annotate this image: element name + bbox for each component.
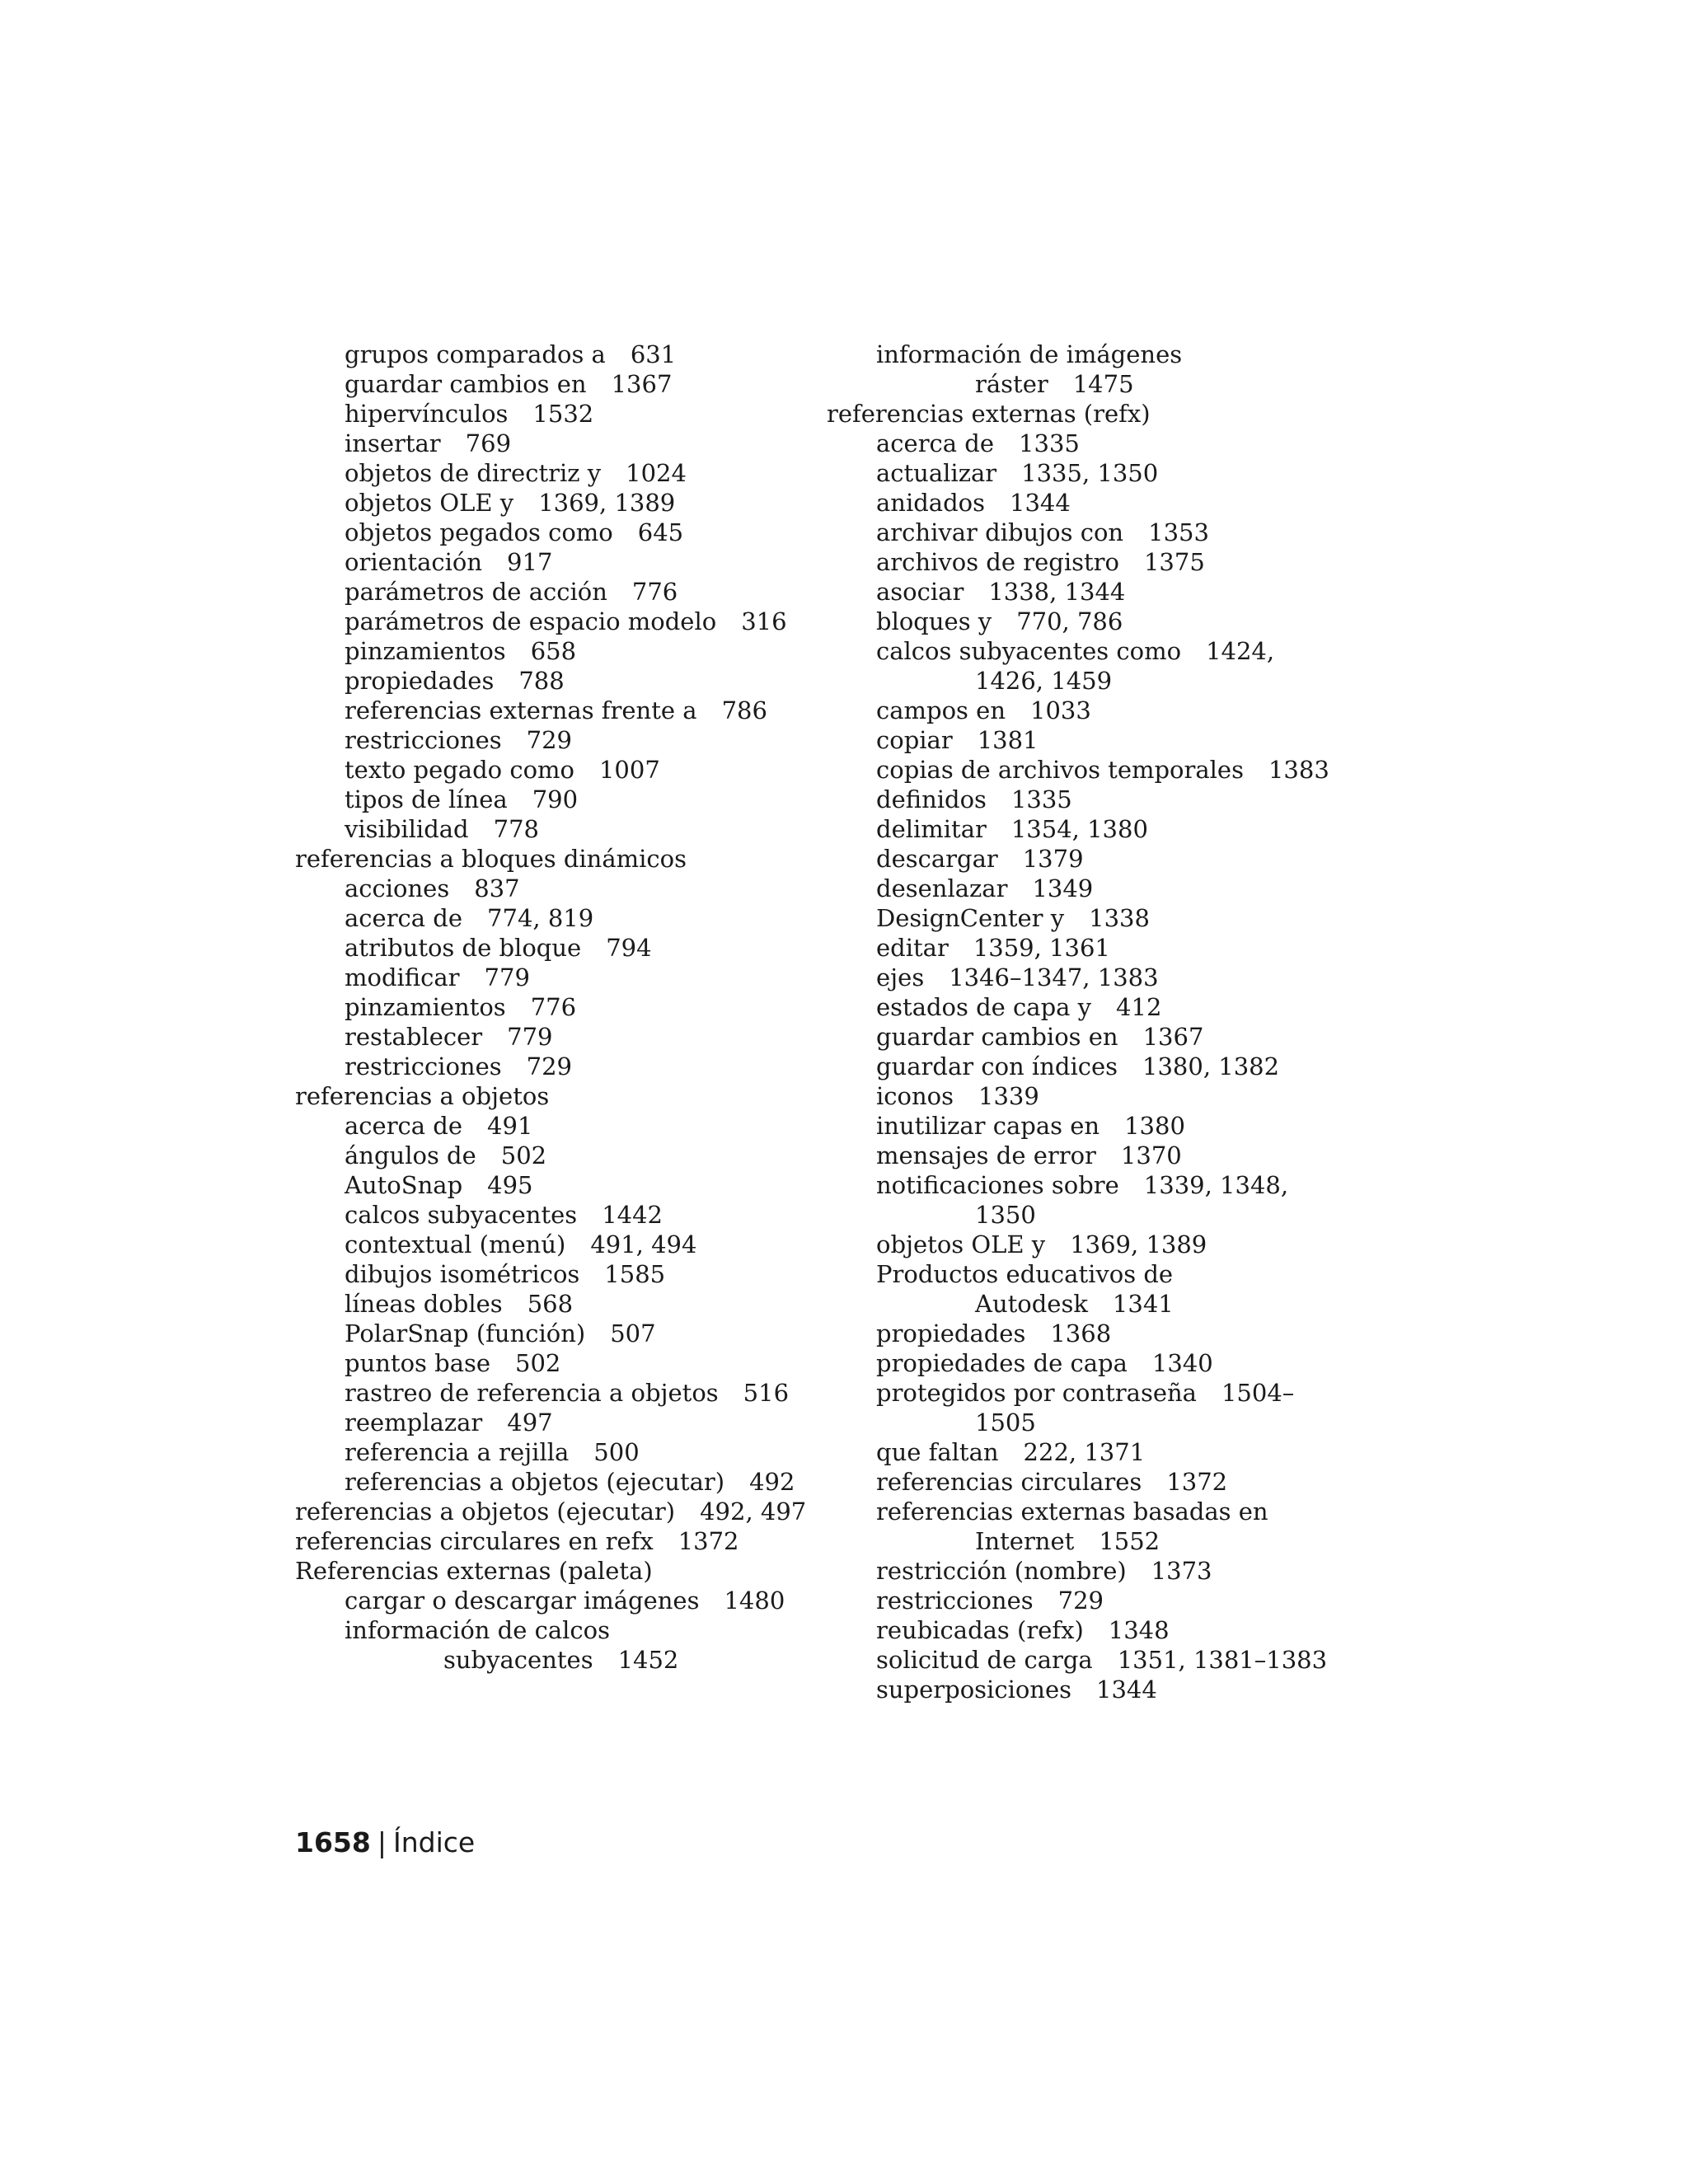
index-term: puntos base — [345, 1349, 491, 1377]
index-entry — [295, 1467, 823, 1497]
index-term: solicitud de carga — [876, 1646, 1093, 1674]
index-term: guardar cambios en — [876, 1023, 1118, 1051]
index-term: referencias externas (refx) — [827, 400, 1151, 428]
index-page-refs: 491, 494 — [590, 1230, 697, 1258]
index-page-refs: 1424, — [1206, 637, 1275, 665]
index-entry — [827, 429, 1354, 458]
index-page-refs: 729 — [526, 1052, 572, 1080]
index-term: asociar — [876, 578, 964, 606]
index-page-refs: 491 — [487, 1112, 533, 1140]
index-page-refs: 729 — [1057, 1586, 1104, 1615]
index-page-refs: 1341 — [1112, 1290, 1174, 1318]
page-footer — [295, 1826, 475, 1859]
index-page-refs: 1335 — [1019, 429, 1080, 457]
index-term: restricciones — [345, 726, 502, 754]
index-term: ráster — [975, 370, 1048, 398]
index-entry — [827, 755, 1354, 785]
index-term: iconos — [876, 1082, 954, 1110]
index-entry — [827, 1615, 1354, 1645]
index-page-refs: 1370 — [1120, 1141, 1182, 1169]
index-page-refs: 1348 — [1108, 1616, 1170, 1644]
index-page-refs: 1442 — [602, 1201, 663, 1229]
index-entry — [827, 1111, 1354, 1141]
index-page-refs: 492 — [749, 1468, 795, 1496]
index-entry — [827, 1497, 1354, 1526]
index-entry — [295, 340, 823, 369]
index-term: restablecer — [345, 1023, 483, 1051]
index-entry — [827, 1200, 1354, 1230]
index-term: insertar — [345, 429, 441, 457]
index-term: copiar — [876, 726, 953, 754]
index-entry — [827, 992, 1354, 1022]
index-entry — [295, 458, 823, 488]
index-entry — [295, 1170, 823, 1200]
index-term: calcos subyacentes — [345, 1201, 578, 1229]
index-page-refs: 631 — [630, 340, 677, 368]
index-page-refs: 1346–1347, 1383 — [949, 963, 1159, 991]
index-term: parámetros de espacio modelo — [345, 607, 717, 635]
index-page-refs: 1033 — [1030, 696, 1091, 724]
index-page-refs: 507 — [610, 1319, 656, 1347]
index-entry — [295, 755, 823, 785]
index-page-refs: 1380 — [1124, 1112, 1185, 1140]
index-term: actualizar — [876, 459, 997, 487]
index-entry — [827, 518, 1354, 547]
index-term: ángulos de — [345, 1141, 476, 1169]
index-page-refs: 1340 — [1151, 1349, 1213, 1377]
index-page-refs: 779 — [507, 1023, 553, 1051]
index-page-refs: 516 — [743, 1379, 790, 1407]
index-term: Autodesk — [975, 1290, 1088, 1318]
index-page-refs: 1335 — [1010, 785, 1072, 813]
index-term: archivos de registro — [876, 548, 1119, 576]
index-term: pinzamientos — [345, 637, 506, 665]
index-entry — [827, 725, 1354, 755]
index-term: restricciones — [345, 1052, 502, 1080]
index-entry — [827, 1467, 1354, 1497]
index-term: inutilizar capas en — [876, 1112, 1100, 1140]
index-entry — [295, 903, 823, 933]
index-entry — [827, 1289, 1354, 1319]
index-term: bloques y — [876, 607, 992, 635]
index-term: propiedades de capa — [876, 1349, 1128, 1377]
index-term: referencias a objetos — [295, 1082, 550, 1110]
index-term: pinzamientos — [345, 993, 506, 1021]
index-entry — [827, 666, 1354, 696]
index-entry — [295, 1319, 823, 1348]
index-term: acerca de — [345, 904, 463, 932]
index-term: referencias a objetos (ejecutar) — [345, 1468, 725, 1496]
index-term: parámetros de acción — [345, 578, 607, 606]
index-page-refs: 1335, 1350 — [1021, 459, 1159, 487]
index-term: copias de archivos temporales — [876, 756, 1244, 784]
index-term: referencias externas basadas en — [876, 1497, 1268, 1526]
index-page-refs: 658 — [530, 637, 577, 665]
index-term: superposiciones — [876, 1675, 1072, 1704]
index-entry — [295, 1141, 823, 1170]
index-term: propiedades — [876, 1319, 1026, 1347]
index-term: texto pegado como — [345, 756, 574, 784]
index-page-refs: 917 — [507, 548, 553, 576]
index-page-refs: 1475 — [1072, 370, 1134, 398]
index-term: calcos subyacentes como — [876, 637, 1182, 665]
index-page-refs: 1372 — [1166, 1468, 1228, 1496]
index-entry — [827, 1022, 1354, 1052]
index-page-refs: 1344 — [1010, 489, 1071, 517]
index-page-refs: 778 — [493, 815, 539, 843]
index-entry — [295, 1230, 823, 1259]
index-entry — [827, 1081, 1354, 1111]
index-page-refs: 1007 — [598, 756, 660, 784]
index-term: objetos OLE y — [345, 489, 514, 517]
index-term: definidos — [876, 785, 987, 813]
index-entry — [295, 814, 823, 844]
index-page-refs: 1552 — [1099, 1527, 1160, 1555]
index-entry — [295, 963, 823, 992]
index-entry — [827, 1437, 1354, 1467]
index-page-refs: 837 — [474, 874, 520, 902]
index-page-refs: 776 — [530, 993, 577, 1021]
index-entry — [295, 1556, 823, 1586]
index-term: propiedades — [345, 667, 495, 695]
index-term: campos en — [876, 696, 1006, 724]
index-entry — [827, 696, 1354, 725]
index-page-refs: 1452 — [617, 1646, 679, 1674]
index-page-refs: 794 — [606, 934, 652, 962]
index-page-refs: 1338, 1344 — [988, 578, 1126, 606]
index-term: tipos de línea — [345, 785, 508, 813]
index-entry — [295, 992, 823, 1022]
index-entry — [295, 399, 823, 429]
index-page-refs: 1367 — [1142, 1023, 1204, 1051]
index-page-refs: 1375 — [1143, 548, 1205, 576]
index-entry — [827, 1526, 1354, 1556]
index-entry — [827, 785, 1354, 814]
index-term: que faltan — [876, 1438, 999, 1466]
index-column-right — [827, 340, 1354, 1704]
index-term: referencias circulares — [876, 1468, 1142, 1496]
index-page-refs: 502 — [515, 1349, 561, 1377]
index-term: protegidos por contraseña — [876, 1379, 1197, 1407]
index-term: objetos pegados como — [345, 518, 613, 546]
index-term: Referencias externas (paleta) — [295, 1557, 653, 1585]
index-page-refs: 222, 1371 — [1023, 1438, 1146, 1466]
index-entry — [827, 1586, 1354, 1615]
index-page-refs: 1344 — [1096, 1675, 1157, 1704]
index-entry — [295, 1022, 823, 1052]
index-page-refs: 786 — [721, 696, 767, 724]
index-term: 1505 — [975, 1408, 1036, 1436]
index-page-refs: 500 — [593, 1438, 640, 1466]
index-term: referencias a objetos (ejecutar) — [295, 1497, 676, 1526]
index-entry — [295, 1526, 823, 1556]
index-term: editar — [876, 934, 949, 962]
index-term: subyacentes — [443, 1646, 593, 1674]
index-page-refs: 729 — [526, 726, 572, 754]
index-page-refs: 645 — [637, 518, 684, 546]
index-page-refs: 316 — [741, 607, 787, 635]
index-page-refs: 769 — [465, 429, 512, 457]
index-page-refs: 1373 — [1151, 1557, 1212, 1585]
index-term: desenlazar — [876, 874, 1008, 902]
index-entry — [295, 1497, 823, 1526]
index-term: DesignCenter y — [876, 904, 1065, 932]
index-page-refs: 776 — [631, 578, 678, 606]
index-entry — [827, 903, 1354, 933]
section-name: Índice — [392, 1826, 476, 1858]
index-entry — [827, 1645, 1354, 1675]
index-entry — [827, 547, 1354, 577]
index-entry — [295, 933, 823, 963]
index-term: archivar dibujos con — [876, 518, 1124, 546]
index-page-refs: 1349 — [1032, 874, 1094, 902]
index-entry — [295, 1408, 823, 1437]
index-term: descargar — [876, 845, 998, 873]
index-term: líneas dobles — [345, 1290, 503, 1318]
index-term: anidados — [876, 489, 986, 517]
index-page-refs: 1380, 1382 — [1142, 1052, 1280, 1080]
index-entry — [827, 1319, 1354, 1348]
index-entry — [295, 1111, 823, 1141]
index-entry — [827, 933, 1354, 963]
index-entry — [827, 1348, 1354, 1378]
index-page-refs: 1351, 1381–1383 — [1117, 1646, 1328, 1674]
index-page-refs: 412 — [1116, 993, 1162, 1021]
index-entry — [295, 874, 823, 903]
index-entry — [295, 577, 823, 607]
index-entry — [295, 666, 823, 696]
index-entry — [827, 1556, 1354, 1586]
index-term: AutoSnap — [345, 1171, 463, 1199]
index-entry — [295, 636, 823, 666]
index-page-refs: 1338 — [1089, 904, 1150, 932]
index-entry — [295, 429, 823, 458]
index-term: dibujos isométricos — [345, 1260, 580, 1288]
index-page-refs: 1372 — [678, 1527, 739, 1555]
index-entry — [827, 1141, 1354, 1170]
index-term: guardar cambios en — [345, 370, 587, 398]
index-entry — [827, 1259, 1354, 1289]
index-entry — [295, 607, 823, 636]
index-page-refs: 497 — [507, 1408, 553, 1436]
index-entry — [295, 488, 823, 518]
index-page-refs: 1504– — [1221, 1379, 1295, 1407]
index-term: restricciones — [876, 1586, 1034, 1615]
index-term: 1350 — [975, 1201, 1036, 1229]
index-term: rastreo de referencia a objetos — [345, 1379, 719, 1407]
index-term: visibilidad — [345, 815, 469, 843]
index-entry — [827, 399, 1354, 429]
index-entry — [295, 369, 823, 399]
index-page-refs: 1354, 1380 — [1010, 815, 1148, 843]
footer-separator: | — [377, 1826, 387, 1858]
index-entry — [827, 1052, 1354, 1081]
index-term: información de calcos — [345, 1616, 611, 1644]
index-term: grupos comparados a — [345, 340, 606, 368]
index-page-refs: 1369, 1389 — [538, 489, 676, 517]
page-number: 1658 — [295, 1826, 371, 1858]
index-term: hipervínculos — [345, 400, 509, 428]
index-entry — [827, 874, 1354, 903]
index-page-refs: 1024 — [626, 459, 687, 487]
index-page-refs: 1383 — [1268, 756, 1329, 784]
index-term: acerca de — [345, 1112, 463, 1140]
index-entry — [827, 1230, 1354, 1259]
index-page-refs: 1379 — [1022, 845, 1084, 873]
index-entry — [827, 340, 1354, 369]
index-entry — [827, 1675, 1354, 1704]
index-term: Internet — [975, 1527, 1075, 1555]
index-entry — [827, 1378, 1354, 1408]
index-page-refs: 1353 — [1148, 518, 1209, 546]
index-entry — [827, 488, 1354, 518]
index-entry — [827, 1408, 1354, 1437]
index-term: cargar o descargar imágenes — [345, 1586, 700, 1615]
index-term: reubicadas (refx) — [876, 1616, 1084, 1644]
index-entry — [295, 547, 823, 577]
index-page-refs: 788 — [518, 667, 565, 695]
index-page-refs: 1532 — [532, 400, 594, 428]
index-entry — [295, 1200, 823, 1230]
index-entry — [295, 1586, 823, 1615]
index-page-refs: 492, 497 — [700, 1497, 807, 1526]
index-page-refs: 495 — [487, 1171, 533, 1199]
index-term: información de imágenes — [876, 340, 1183, 368]
index-term: guardar con índices — [876, 1052, 1118, 1080]
index-entry — [827, 636, 1354, 666]
index-entry — [295, 696, 823, 725]
index-entry — [295, 1645, 823, 1675]
index-term: atributos de bloque — [345, 934, 582, 962]
index-entry — [827, 1170, 1354, 1200]
index-term: mensajes de error — [876, 1141, 1096, 1169]
index-entry — [295, 1437, 823, 1467]
index-page-refs: 779 — [484, 963, 530, 991]
index-page-refs: 790 — [532, 785, 579, 813]
index-term: PolarSnap (función) — [345, 1319, 586, 1347]
index-entry — [295, 1289, 823, 1319]
index-page-refs: 1368 — [1050, 1319, 1112, 1347]
index-page-refs: 568 — [527, 1290, 574, 1318]
index-term: notificaciones sobre — [876, 1171, 1119, 1199]
index-term: Productos educativos de — [876, 1260, 1174, 1288]
index-term: objetos OLE y — [876, 1230, 1046, 1258]
index-entry — [295, 844, 823, 874]
index-term: modificar — [345, 963, 460, 991]
index-entry — [295, 785, 823, 814]
index-entry — [295, 1348, 823, 1378]
index-entry — [295, 1378, 823, 1408]
index-page-refs: 1585 — [604, 1260, 666, 1288]
index-page-refs: 1480 — [724, 1586, 785, 1615]
index-entry — [827, 963, 1354, 992]
index-entry — [827, 607, 1354, 636]
index-entry — [295, 1052, 823, 1081]
index-term: referencias externas frente a — [345, 696, 697, 724]
index-term: contextual (menú) — [345, 1230, 566, 1258]
index-term: referencia a rejilla — [345, 1438, 570, 1466]
index-term: acerca de — [876, 429, 995, 457]
index-entry — [827, 577, 1354, 607]
index-term: referencias a bloques dinámicos — [295, 845, 687, 873]
index-entry — [827, 814, 1354, 844]
index-term: referencias circulares en refx — [295, 1527, 654, 1555]
index-entry — [295, 725, 823, 755]
index-page-refs: 1339 — [978, 1082, 1039, 1110]
index-entry — [827, 844, 1354, 874]
index-page-refs: 1339, 1348, — [1143, 1171, 1289, 1199]
index-entry — [295, 1615, 823, 1645]
index-term: estados de capa y — [876, 993, 1092, 1021]
index-page-refs: 1367 — [611, 370, 673, 398]
index-term: restricción (nombre) — [876, 1557, 1127, 1585]
index-term: 1426, 1459 — [975, 667, 1113, 695]
index-entry — [295, 518, 823, 547]
index-term: orientación — [345, 548, 483, 576]
index-page-refs: 502 — [500, 1141, 547, 1169]
index-term: objetos de directriz y — [345, 459, 602, 487]
index-term: delimitar — [876, 815, 987, 843]
index-page-refs: 1381 — [977, 726, 1039, 754]
index-entry — [827, 369, 1354, 399]
index-entry — [295, 1259, 823, 1289]
index-entry — [827, 458, 1354, 488]
index-page-refs: 774, 819 — [487, 904, 594, 932]
index-page-refs: 1369, 1389 — [1070, 1230, 1207, 1258]
index-term: ejes — [876, 963, 925, 991]
index-term: reemplazar — [345, 1408, 483, 1436]
index-column-left — [295, 340, 823, 1675]
index-page-refs: 770, 786 — [1016, 607, 1123, 635]
index-page-refs: 1359, 1361 — [973, 934, 1110, 962]
index-term: acciones — [345, 874, 450, 902]
index-entry — [295, 1081, 823, 1111]
